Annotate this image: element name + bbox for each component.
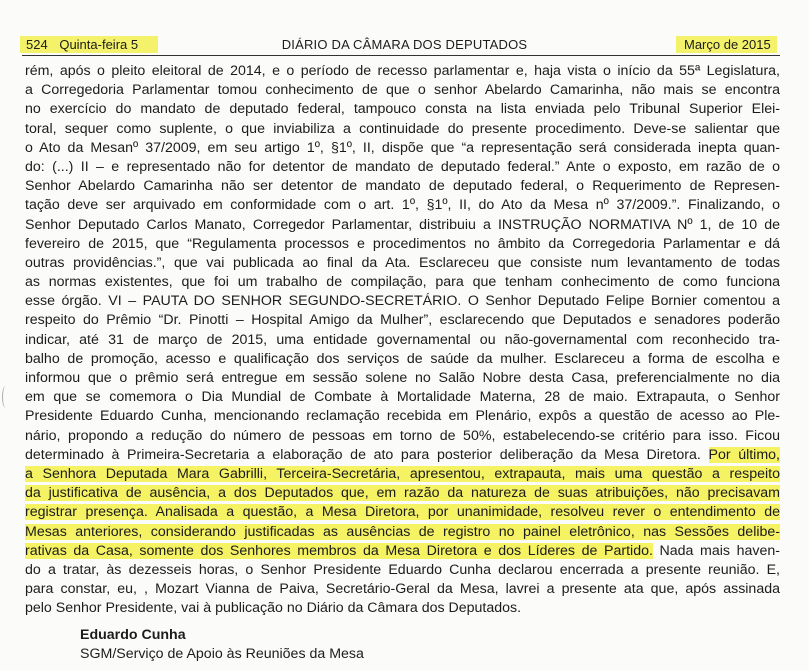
line-text: respeito do Prêmio “Dr. Pinotti – Hospital Amigo da Mulher”, esclarecendo que Deputados e senadores poderão [25,312,780,329]
line-text: do a tratar, às dezesseis horas, o Senhor Presidente Eduardo Cunha declarou encerrada a presente reunião. E, [25,561,780,578]
text-line [25,465,780,484]
text-line [25,292,780,311]
text-line [25,427,780,446]
signature-block [80,626,364,664]
line-text: indicar, até 31 de março de 2015, uma entidade governamental ou não-governamental com reconhecido tra- [25,331,780,348]
text-line [25,196,780,215]
line-text: Senhor Abelardo Camarinha não ser detentor de mandato de deputado federal, o Requerimento de Represen- [25,178,780,195]
text-line [25,580,780,599]
text-line [25,120,780,139]
line-text: determinado à Primeira-Secretaria a elaboração de ato para posterior deliberação da Mesa Diretora. [25,446,701,463]
article-body [25,62,780,618]
text-line [25,542,780,561]
weekday: Quinta-feira [59,37,128,52]
line-text: do: (...) II – e representado não for detentor de mandato de deputado federal.” Ante o exposto, em razão de o [25,158,780,175]
line-text: nário, propondo a redução do número de pessoas em torno de 50%, estabelecendo-se critério para isso. Ficou [25,427,780,444]
issue-date: Março de 2015 [684,37,771,52]
text-line [25,484,780,503]
text-line [25,273,780,292]
highlighted-text: da justificativa de ausência, a dos Deputados que, em razão da natureza de suas atribuições, não precisavam [25,485,780,502]
page-header [0,34,809,56]
text-line [25,331,780,350]
text-line [25,446,780,465]
highlighted-text: a Senhora Deputada Mara Gabrilli, Terceira-Secretária, apresentou, extrapauta, mais uma questão a respeito [25,465,780,482]
text-line [25,158,780,177]
line-text: para constar, eu, , Mozart Vianna de Paiva, Secretário-Geral da Mesa, lavrei a presente ata que, após assinada [25,581,780,598]
text-line [25,407,780,426]
publication-title: DIÁRIO DA CÂMARA DOS DEPUTADOS [281,37,528,52]
line-text: balho de promoção, acesso e qualificação dos serviços de saúde da mulher. Esclareceu a forma de escolha e [25,350,780,367]
line-text: Senhor Deputado Carlos Manato, Corregedor Parlamentar, distribuiu a INSTRUÇÃO NORMATIVA Nº 1, de 10 de [25,216,780,233]
page-number: 524 [26,37,48,52]
line-text: as normas existentes, que foi um trabalho de compilação, para que tenham conhecimento de como funciona [25,274,780,291]
highlighted-text: Por último, [708,446,780,463]
text-line [25,503,780,522]
highlighted-text: registrar presença. Analisada a questão, a Mesa Diretora, por unanimidade, resolveu rever o entendimento de [25,504,780,521]
line-text: outras providências.”, que vai publicada ao final da Ata. Esclareceu que consiste num levantamento de todas [25,254,780,271]
header-rule [22,55,780,56]
text-line [25,350,780,369]
signatory-department: SGM/Serviço de Apoio às Reuniões da Mesa [80,646,364,663]
line-text: Presidente Eduardo Cunha, mencionando reclamação recebida em Plenário, expôs a questão de acesso ao Ple- [25,408,780,425]
signatory-name: Eduardo Cunha [80,627,186,643]
text-line [25,139,780,158]
line-text: esse órgão. VI – PAUTA DO SENHOR SEGUNDO-SECRETÁRIO. O Senhor Deputado Felipe Bornier comentou a [25,293,780,310]
line-text: tação deve ser arquivado em conformidade com o art. 1º, §1º, II, do Ato da Mesa nº 37/2009.”. Finalizando, o [25,197,780,214]
line-text: toral, sequer como suplente, o que inviabiliza a continuidade do presente procedimento. Deve-se salientar que [25,120,780,137]
day: 5 [130,37,139,52]
line-text: em que se comemora o Dia Mundial de Combate à Mortalidade Materna, 28 de maio. Extrapauta, o Senhor [25,389,780,406]
highlighted-text: Mesas anteriores, considerando justificadas as ausências de registro no painel eletrônico, nas Sessões delibe- [25,523,780,540]
text-line [25,235,780,254]
line-text: pelo Senhor Presidente, vai à publicação no Diário da Câmara dos Deputados. [25,600,522,617]
text-line [25,216,780,235]
line-text: informou que o prêmio será entregue em sessão solene no Salão Nobre desta Casa, preferencialmente no dia [25,370,780,386]
text-line [25,523,780,542]
text-line [25,561,780,580]
line-text: Nada mais haven- [659,542,780,559]
line-text: no exercício do mandato de deputado federal, tampouco consta na lista enviada pelo Tribunal Superior Elei- [25,101,780,118]
line-text: o Ato da Mesanº 37/2009, em seu artigo 1º, §1º, II, dispõe que “a representação será considerada inepta quan- [25,139,780,156]
line-text: fevereiro de 2015, que “Regulamenta processos e procedimentos no âmbito da Corregedoria Parlamentar e dá [25,235,780,252]
margin-mark [2,386,9,408]
text-line [25,369,780,388]
text-line [25,100,780,119]
text-line [25,177,780,196]
text-line [25,311,780,330]
text-line [25,388,780,407]
text-line [25,62,780,81]
line-text: a Corregedoria Parlamentar tomou conhecimento de que o senhor Abelardo Camarinha, não mais se encontra [25,82,780,99]
text-line [25,254,780,273]
text-line [25,599,780,618]
highlighted-text: rativas da Casa, somente dos Senhores membros da Mesa Diretora e dos Líderes de Partido. [25,542,653,559]
text-line [25,81,780,100]
line-text: rém, após o pleito eleitoral de 2014, e o período de recesso parlamentar e, haja vista o início da 55ª Legislatura, [25,63,780,79]
